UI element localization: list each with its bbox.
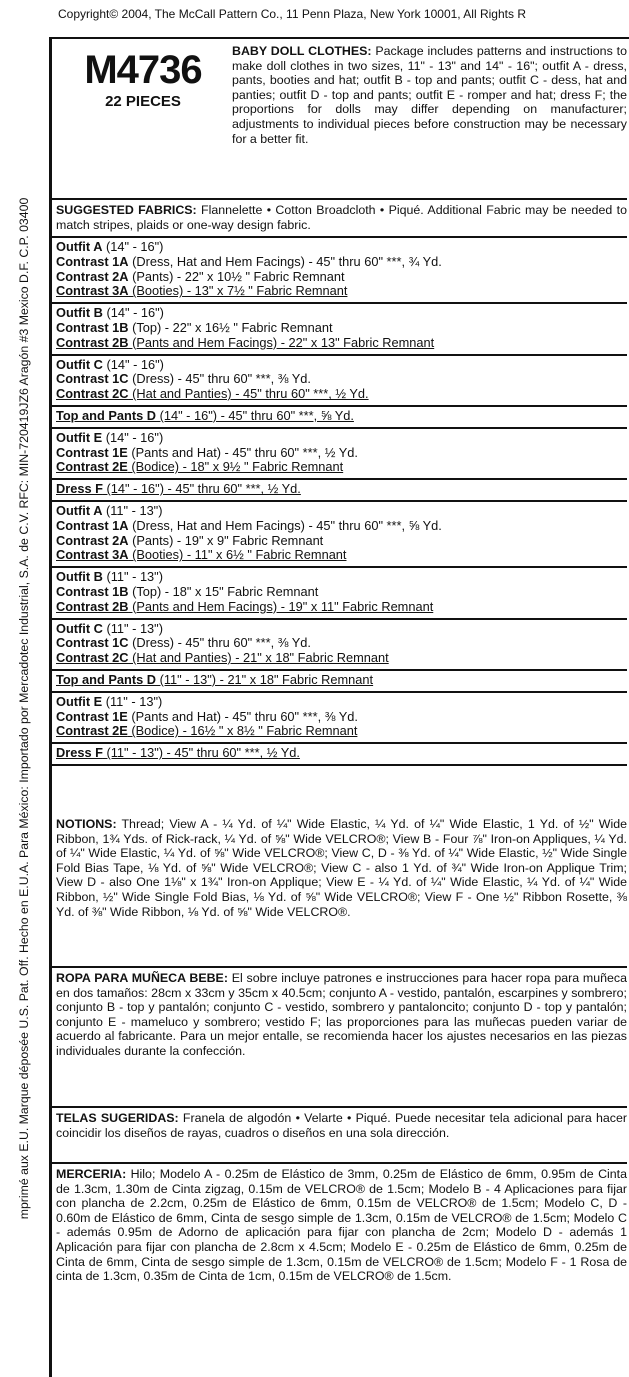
yardage-item-detail: (Hat and Panties) - 21" x 18" Fabric Remnant (128, 651, 389, 666)
yardage-line (56, 570, 627, 585)
yardage-line (56, 622, 627, 637)
yardage-item-label: Contrast 1B (56, 320, 129, 335)
yardage-item-label: Outfit A (56, 240, 103, 254)
yardage-item-label: Dress F (56, 482, 103, 497)
yardage-item-label: Contrast 2B (56, 335, 129, 350)
yardage-item-label: Contrast 1C (56, 372, 129, 387)
yardage-item-label: Contrast 2B (56, 599, 129, 614)
yardage-item-detail: (Dress, Hat and Hem Facings) - 45" thru 60" ***, ¾ Yd. (128, 254, 442, 269)
divider (52, 1162, 627, 1164)
side-imprint-text: mprimé aux E.U. Marque déposée U.S. Pat. Off. Hecho en E.U.A. Para México: Importado por Mercadotec Industrial, S.A. de C.V. RFC: MIN-720419JZ6 Aragón #3 Mexico D.F. C.P. 03400 (17, 197, 31, 1220)
ropa-body: El sobre incluye patrones e instrucciones para hacer ropa para muñeca en dos tamaños: 28cm x 33cm y 35cm x 40.5cm; conjunto A - vestido, pantalón, escarpines y sombrero; conjunto B - top y pantalón; conjunto C - vestido, sombrero y pantaloncito; conjunto D - top y pantalón; conjunto E - mameluco y sombrero; vestido F; las proporciones para las muñecas pueden variar de acuerdo al fabricante. Para un mejor entalle, se recomienda hacer los ajustes necesarios en las piezas individuales durante la confección. (56, 971, 627, 1058)
telas-text (56, 1111, 627, 1140)
yardage-item-detail: (Dress) - 45" thru 60" ***, ⅜ Yd. (128, 372, 311, 387)
divider (52, 966, 627, 968)
divider (52, 236, 627, 238)
yardage-item-label: Contrast 1A (56, 518, 129, 533)
side-imprint (2, 40, 46, 1377)
yardage-item-detail: (14" - 16") (102, 430, 164, 445)
yardage-line (56, 336, 627, 351)
yardage-item-label: Contrast 2C (56, 651, 129, 666)
yardage-line (56, 460, 627, 475)
divider (52, 566, 627, 568)
merceria-body: Hilo; Modelo A - 0.25m de Elástico de 3mm, 0.25m de Elástico de 6mm, 0.95m de Cinta de 1.3cm, 1.30m de Cinta zigzag, 0.15m de VELCRO® de 1.5cm; Modelo B - 4 Aplicaciones para fijar con plancha de 2.2cm, 0.25m de Elástico de 6mm, 0.15m de VELCRO® de 1.5cm; Modelo C, D - 0.60m de Elástico de 6mm, Cinta de sesgo simple de 1.3cm, 0.15m de VELCRO® de 1.5cm; Modelo C - además 0.95m de Adorno de aplicación para fijar con plancha de 2cm; Modelo D - además 1 Aplicación para fijar con plancha de 2.8cm x 4.5cm; Modelo E - 0.25m de Elástico de 6mm, 0.25m de Cinta de 6mm, Cinta de sesgo simple de 1.3cm, 0.15m de VELCRO® de 1.5cm; Modelo F - 1 Rosa de cinta de 1.3cm, 0.35m de Cinta de 1cm, 0.15m de VELCRO® de 1.5cm. (56, 1167, 627, 1284)
yardage-item-detail: (Dress, Hat and Hem Facings) - 45" thru 60" ***, ⅝ Yd. (128, 518, 442, 533)
yardage-line (56, 409, 627, 424)
telas-body: Franela de algodón • Velarte • Piqué. Puede necesitar tela adicional para hacer coincidir los diseños de rayas, cuadros o diseños en una sola dirección. (56, 1111, 627, 1140)
pattern-description-text: Package includes patterns and instructions to make doll clothes in two sizes, 11" - 13" and 14" - 16"; outfit A - dress, pants, booties and hat; outfit B - top and pants; outfit C - dess, hat and panties; outfit D - top and pants; outfit E - romper and hat; dress F; the proportions for dolls may differ depending on manufacturer; adjustments to individual pieces before construction may be necessary for a better fit. (232, 44, 627, 146)
yardage-line (56, 387, 627, 402)
yardage-line (56, 284, 627, 299)
yardage-item-label: Contrast 1A (56, 254, 129, 269)
yardage-block (56, 358, 627, 405)
pieces-count: 22 PIECES (105, 93, 181, 110)
divider (52, 691, 627, 693)
yardage-item-detail: (14" - 16") (102, 357, 164, 372)
yardage-item-label: Contrast 1E (56, 709, 128, 724)
notions-section (56, 817, 627, 963)
yardage-line (56, 482, 627, 497)
yardage-item-label: Contrast 2C (56, 387, 129, 402)
yardage-item-detail: (Booties) - 13" x 7½ " Fabric Remnant (128, 284, 348, 299)
ropa-label: ROPA PARA MUÑECA BEBE: (56, 971, 228, 985)
divider (52, 1106, 627, 1108)
fabrics-body: Flannelette • Cotton Broadcloth • Piqué. Additional Fabric may be needed to match stripes, plaids or one-way design fabric. (56, 203, 627, 232)
yardage-item-label: Outfit E (56, 694, 103, 709)
yardage-line (56, 673, 627, 688)
yardage-block (56, 746, 627, 764)
yardage-item-label: Contrast 1C (56, 636, 129, 651)
yardage-item-detail: (14" - 16") - 45" thru 60" ***, ½ Yd. (102, 482, 301, 497)
yardage-line (56, 446, 627, 461)
yardage-line (56, 724, 627, 739)
fabrics-section (56, 203, 627, 234)
yardage-item-detail: (11" - 13") (102, 621, 163, 636)
divider (52, 354, 627, 356)
yardage-item-detail: (14" - 16") (102, 306, 164, 321)
yardage-block (56, 409, 627, 427)
yardage-item-detail: (11" - 13") - 45" thru 60" ***, ½ Yd. (102, 746, 300, 761)
yardage-item-detail: (Pants and Hem Facings) - 19" x 11" Fabric Remnant (128, 599, 434, 614)
yardage-line (56, 651, 627, 666)
notions-label: NOTIONS: (56, 817, 117, 831)
pattern-description (232, 44, 627, 146)
fabrics-text (56, 203, 627, 232)
yardage-item-detail: (11" - 13") - 21" x 18" Fabric Remnant (156, 673, 374, 687)
yardage-block (56, 431, 627, 478)
yardage-item-label: Contrast 2E (56, 724, 128, 739)
yardage-block (56, 504, 627, 566)
pattern-number: M4736 (84, 48, 202, 92)
yardage-line (56, 695, 627, 710)
yardage-item-label: Contrast 1E (56, 445, 128, 460)
merceria-section (56, 1167, 627, 1357)
yardage-item-label: Contrast 2E (56, 460, 128, 475)
divider (52, 742, 627, 744)
fabrics-label: SUGGESTED FABRICS: (56, 203, 197, 217)
yardage-item-detail: (Pants and Hat) - 45" thru 60" ***, ⅜ Yd. (127, 709, 358, 724)
yardage-line (56, 710, 627, 725)
divider (52, 405, 627, 407)
yardage-line (56, 255, 627, 270)
yardage-item-label: Contrast 3A (56, 284, 129, 299)
pattern-title: BABY DOLL CLOTHES: (232, 44, 372, 58)
header-section (56, 40, 627, 198)
yardage-item-detail: (14" - 16") (102, 240, 164, 254)
copyright-line: Copyright© 2004, The McCall Pattern Co., 11 Penn Plaza, New York 10001, All Rights R (58, 7, 526, 21)
yardage-item-label: Contrast 1B (56, 584, 129, 599)
yardage-block (56, 673, 627, 691)
yardage-item-label: Outfit B (56, 306, 103, 321)
yardage-item-detail: (Top) - 22" x 16½ " Fabric Remnant (128, 320, 333, 335)
yardage-block (56, 482, 627, 500)
yardage-item-detail: (Bodice) - 16½ " x 8½ " Fabric Remnant (127, 724, 358, 739)
yardage-block (56, 570, 627, 617)
yardage-block (56, 240, 627, 302)
yardage-line (56, 519, 627, 534)
yardage-item-label: Contrast 2A (56, 269, 129, 284)
divider (52, 669, 627, 671)
divider (52, 618, 627, 620)
yardage-line (56, 372, 627, 387)
merceria-label: MERCERIA: (56, 1167, 127, 1181)
notions-body: Thread; View A - ¼ Yd. of ¼" Wide Elastic, ¼ Yd. of ¼" Wide Elastic, 1 Yd. of ½" Wide Ribbon, 1¾ Yds. of Rick-rack, ¼ Yd. of ⅝" Wide VELCRO®; View B - Four ⅞" Iron-on Appliques, ¼ Yd. of ¼" Wide Elastic, ¼ Yd. of ⅝" Wide VELCRO®; View C, D - ⅜ Yd. of ¼" Wide Elastic, ½" Wide Single Fold Bias Tape, ⅛ Yd. of ⅝" Wide VELCRO®; View C - also 1 Yd. of ¾" Wide Iron-on Applique Trim; View D - also One 1⅛" x 1¾" Iron-on Applique; View E - ¼ Yd. of ¼" Wide Elastic, ¼ Yd. of ¼" Wide Ribbon, ½" Wide Single Fold Bias, ⅛ Yd. of ⅝" Wide VELCRO®; View F - One ½" Ribbon Rosette, ⅜ Yd. of ⅜" Wide Ribbon, ⅛ Yd. of ⅝" Wide VELCRO®. (56, 817, 627, 919)
divider (52, 198, 627, 200)
yardage-line (56, 504, 627, 519)
yardage-item-label: Top and Pants D (56, 673, 157, 687)
yardage-item-detail: (11" - 13") (102, 570, 163, 585)
yardage-item-label: Outfit C (56, 621, 103, 636)
yardage-line (56, 270, 627, 285)
yardage-item-label: Contrast 2A (56, 533, 129, 548)
yardage-item-label: Outfit B (56, 570, 103, 585)
yardage-item-detail: (Bodice) - 18" x 9½ " Fabric Remnant (127, 460, 344, 475)
yardage-line (56, 548, 627, 563)
yardage-line (56, 306, 627, 321)
yardage-line (56, 600, 627, 615)
yardage-item-detail: (14" - 16") - 45" thru 60" ***, ⅝ Yd. (156, 409, 354, 423)
yardage-line (56, 585, 627, 600)
ropa-text (56, 971, 627, 1059)
yardage-line (56, 534, 627, 549)
yardage-item-detail: (Pants and Hat) - 45" thru 60" ***, ½ Yd. (127, 445, 358, 460)
yardage-item-detail: (11" - 13") (102, 694, 163, 709)
yardage-line (56, 240, 627, 255)
yardage-block (56, 695, 627, 742)
yardage-item-label: Outfit C (56, 357, 103, 372)
yardage-line (56, 358, 627, 373)
yardage-line (56, 431, 627, 446)
yardage-line (56, 746, 627, 761)
divider (52, 427, 627, 429)
telas-section (56, 1111, 627, 1159)
yardage-item-detail: (Dress) - 45" thru 60" ***, ⅜ Yd. (128, 636, 311, 651)
telas-label: TELAS SUGERIDAS: (56, 1111, 179, 1125)
yardage-item-detail: (Top) - 18" x 15" Fabric Remnant (128, 584, 319, 599)
yardage-item-detail: (Booties) - 11" x 6½ " Fabric Remnant (128, 548, 347, 563)
divider (52, 302, 627, 304)
divider (52, 764, 627, 766)
yardage-item-detail: (11" - 13") (102, 504, 163, 518)
ropa-section (56, 971, 627, 1103)
yardage-item-detail: (Pants and Hem Facings) - 22" x 13" Fabric Remnant (128, 335, 435, 350)
yardage-item-label: Dress F (56, 746, 103, 761)
yardage-item-label: Top and Pants D (56, 409, 157, 423)
yardage-block (56, 306, 627, 353)
divider (52, 478, 627, 480)
yardage-item-detail: (Hat and Panties) - 45" thru 60" ***, ½ Yd. (128, 387, 369, 402)
merceria-text (56, 1167, 627, 1284)
yardage-item-detail: (Pants) - 19" x 9" Fabric Remnant (128, 533, 324, 548)
divider (52, 500, 627, 502)
yardage-block (56, 622, 627, 669)
yardage-item-label: Outfit E (56, 430, 103, 445)
yardage-item-label: Outfit A (56, 504, 103, 518)
yardage-item-detail: (Pants) - 22" x 10½ " Fabric Remnant (128, 269, 345, 284)
yardage-item-label: Contrast 3A (56, 548, 129, 563)
notions-text (56, 817, 627, 919)
yardage-line (56, 321, 627, 336)
yardage-line (56, 636, 627, 651)
